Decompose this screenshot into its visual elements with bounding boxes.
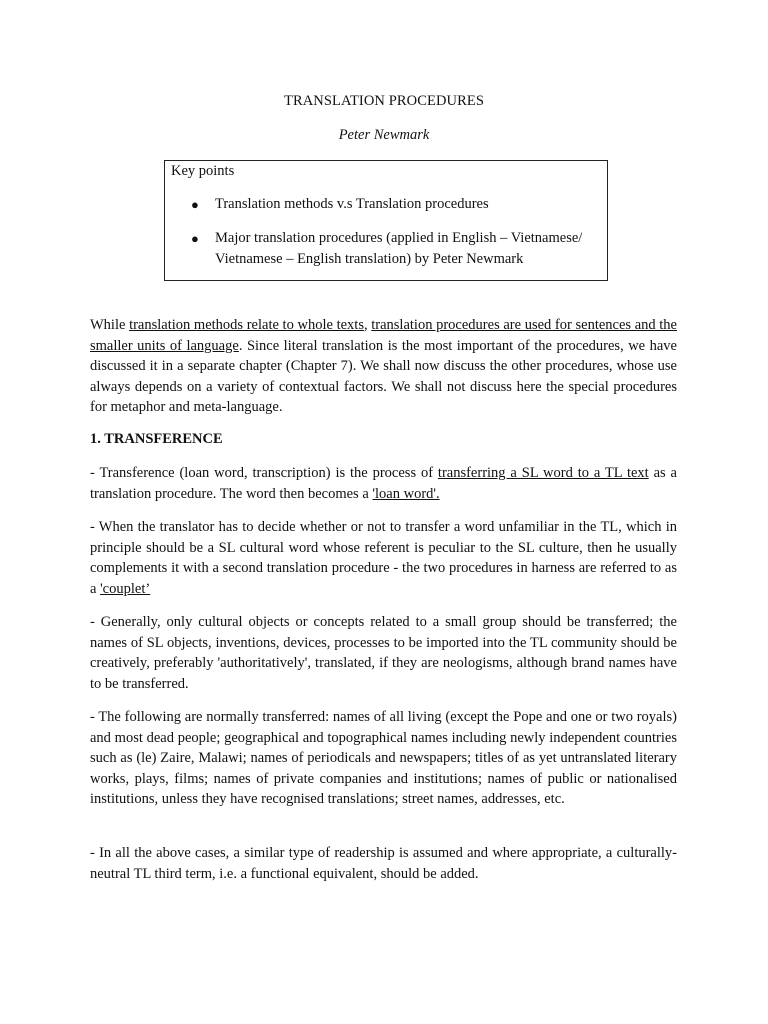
- underlined-text: 'couplet’: [100, 580, 151, 597]
- paragraph-text: - Transference (loan word, transcription) is the process of: [90, 465, 438, 481]
- key-points-title: Key points: [171, 163, 235, 179]
- key-point-text: Major translation procedures (applied in English – Vietnamese/ Vietnamese – English translation) by Peter Newmark: [215, 230, 583, 267]
- intro-text: While: [90, 317, 130, 333]
- intro-underlined-text: translation methods relate to whole texts: [129, 317, 364, 333]
- key-point-item: [191, 228, 605, 270]
- document-author: Peter Newmark: [338, 127, 430, 143]
- intro-text: . Since literal translation is the most important of the procedures, we have discussed it in a separate chapter (Chapter 7). We shall now discuss the other procedures, whose use always depends on a variety of contextual factors. We shall not discuss here the special procedures for metaphor and meta-language.: [90, 337, 677, 416]
- transference-paragraph-5: - In all the above cases, a similar type of readership is assumed and where appropriate, a culturally-neutral TL third term, i.e. a functional equivalent, should be added.: [90, 845, 677, 882]
- section-heading: 1. TRANSFERENCE: [90, 431, 223, 447]
- transference-paragraph-3: - Generally, only cultural objects or concepts related to a small group should be transferred; the names of SL objects, inventions, devices, processes to be imported into the TL community should be creatively, preferably 'authoritatively', translated, if they are neologisms, although brand names have to be transferred.: [90, 614, 677, 692]
- key-point-item: [191, 194, 605, 215]
- bullet-icon: ●: [191, 231, 199, 246]
- underlined-text: transferring a SL word to a TL text: [437, 465, 649, 481]
- paragraph-text: - When the translator has to decide whether or not to transfer a word unfamiliar in the TL, which in principle should be a SL cultural word whose referent is peculiar to the SL culture, then he usually complements it with a second translation procedure - the two procedures in harness are referred to as a: [90, 519, 677, 597]
- paragraph-text: as a translation procedure. The word then becomes a: [90, 465, 677, 502]
- key-points-box: [164, 160, 608, 281]
- key-point-text: Translation methods v.s Translation procedures: [215, 196, 489, 212]
- intro-underlined-text: translation procedures are used for sentences and the smaller units of language: [90, 317, 677, 354]
- bullet-icon: ●: [191, 197, 199, 212]
- intro-paragraph: [90, 315, 677, 418]
- intro-text: ,: [363, 317, 372, 333]
- underlined-text: 'loan word'.: [372, 485, 440, 502]
- transference-paragraph-2: [90, 517, 677, 599]
- document-title: TRANSLATION PROCEDURES: [284, 93, 484, 109]
- transference-paragraph-4: - The following are normally transferred: names of all living (except the Pope and one or two royals) and most dead people; geographical and topographical names including newly independent countries such as (le) Zaire, Malawi; names of periodicals and newspapers; titles of as yet untranslated literary works, plays, films; names of private companies and institutions; names of public or nationalised institutions, unless they have recognised translations; street names, addresses, etc.: [90, 709, 677, 808]
- transference-paragraph-1: [90, 463, 677, 504]
